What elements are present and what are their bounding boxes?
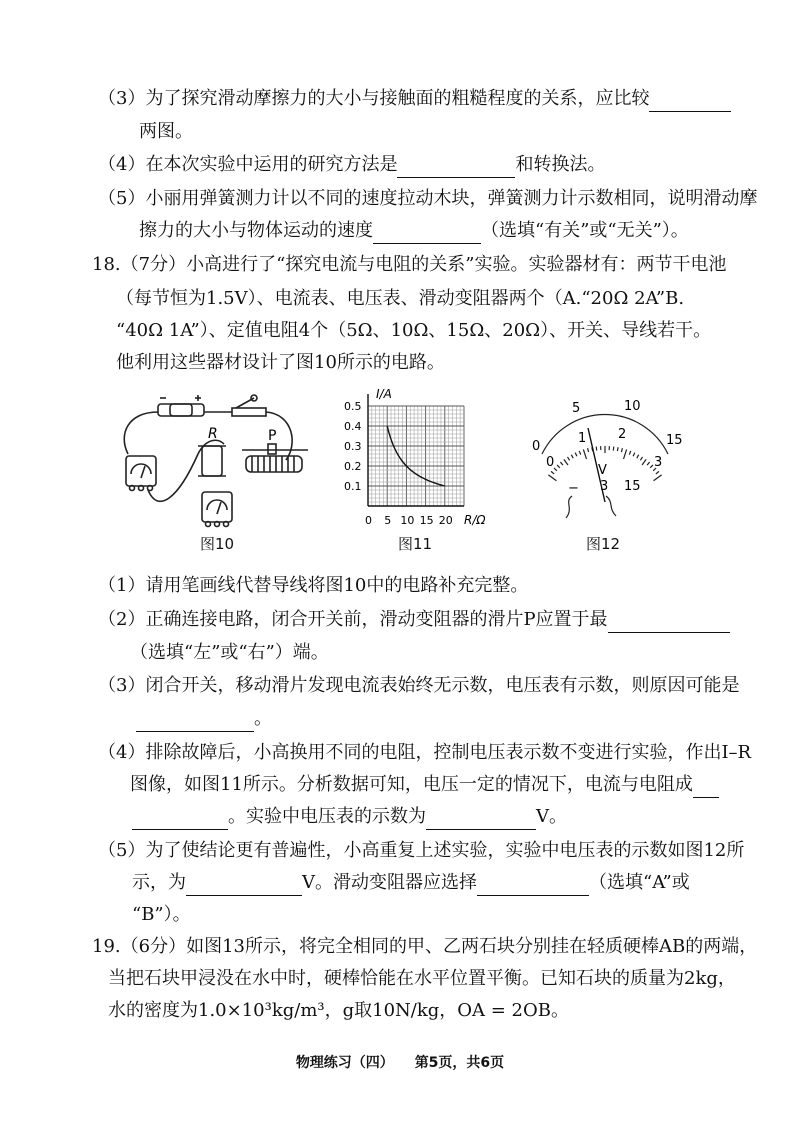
q19-text-2: 当把石块甲浸没在水中时，硬棒恰能在水平位置平衡。已知石块的质量为2kg， — [108, 968, 736, 989]
q17-part3-line1 — [0, 86, 800, 112]
q18-s2-line2 — [0, 640, 800, 666]
dial-tick — [588, 448, 589, 452]
q18-intro-line3 — [0, 318, 800, 344]
battery-cell-1 — [158, 404, 192, 416]
q18-s4-blank-2[interactable] — [426, 809, 536, 830]
q18-s5-text-5: “B”）。 — [132, 904, 191, 925]
dial-tick — [650, 465, 653, 468]
battery-cell-2 — [170, 404, 204, 416]
x-tick-label: 5 — [384, 514, 392, 527]
figure-11-chart — [338, 386, 500, 532]
dial-inner-0: 0 — [546, 455, 555, 470]
dial-tick — [554, 468, 557, 471]
dial-tick — [629, 451, 630, 455]
y-tick-label: 0.4 — [344, 420, 362, 433]
dial-tick — [575, 453, 577, 457]
q17-part4-text: （4）在本次实验中运用的研究方法是 — [98, 154, 398, 175]
q18-s4-line3 — [0, 804, 800, 830]
chart-ylabel: I/A — [376, 387, 392, 401]
q18-s2-text-2: （选填“左”或“右”）端。 — [130, 642, 329, 663]
q17-part5-line1 — [0, 186, 800, 212]
q18-s5-blank-1[interactable] — [186, 875, 302, 896]
q18-s4-line2 — [0, 772, 800, 798]
dial-tick — [613, 447, 614, 451]
y-tick-label: 0.1 — [344, 480, 362, 493]
dial-tick — [567, 457, 569, 460]
ammeter-body — [126, 456, 156, 486]
q17-part4-text-2: 和转换法。 — [515, 154, 606, 175]
q18-s3-line2 — [0, 706, 800, 732]
q19-text-3: 水的密度为1.0×10³kg/m³，g取10N/kg，OA = 2OB。 — [108, 1000, 569, 1021]
q18-s5-line3 — [0, 902, 800, 928]
q18-s2-text: （2）正确连接电路，闭合开关前，滑动变阻器的滑片P应置于最 — [98, 609, 608, 630]
terminal-15: 15 — [624, 479, 641, 494]
dial-tick — [579, 451, 580, 455]
dial-tick — [548, 475, 556, 481]
dial-outer-10: 10 — [624, 399, 641, 414]
y-tick-label: 0.2 — [344, 460, 362, 473]
footer-subject: 物理练习（四） — [295, 1055, 394, 1071]
q17-part4-blank[interactable] — [397, 157, 515, 178]
q17-part3-text: （3）为了探究滑动摩擦力的大小与接触面的粗糙程度的关系，应比较 — [98, 88, 650, 109]
q18-s1-line — [0, 573, 800, 599]
slider-label: P — [268, 428, 277, 444]
q18-s5-line1 — [0, 838, 800, 864]
chart-xlabel: R/Ω — [464, 513, 486, 527]
dial-tick — [560, 462, 563, 465]
q17-part5-line2 — [0, 218, 800, 244]
q18-s5-blank-2[interactable] — [477, 875, 589, 896]
q18-s5-text-4: （选填“A”或 — [589, 872, 690, 893]
q18-s1-text: （1）请用笔画线代替导线将图10中的电路补充完整。 — [98, 575, 529, 596]
figure-11-caption: 图11 — [398, 535, 433, 553]
terminal-3: 3 — [600, 479, 609, 494]
i-r-curve — [387, 426, 445, 486]
y-tick-label: 0.5 — [344, 400, 362, 413]
dial-tick — [596, 447, 597, 451]
q18-s3-text: （3）闭合开关，移动滑片发现电流表始终无示数，电压表有示数，则原因可能是 — [98, 675, 740, 696]
dial-tick — [637, 455, 639, 459]
q18-intro-text-1: 18.（7分）小高进行了“探究电流与电阻的关系”实验。实验器材有：两节干电池 — [92, 254, 727, 275]
q18-s2-line1 — [0, 607, 800, 633]
figure-12-voltmeter — [520, 392, 690, 532]
dial-outer-5: 5 — [572, 401, 581, 416]
dial-tick — [583, 449, 586, 459]
dial-inner-3: 3 — [654, 455, 663, 470]
figure-10-caption: 图10 — [200, 535, 235, 553]
dial-inner-2: 2 — [618, 427, 627, 442]
figure-10-circuit — [118, 394, 318, 534]
q17-part5-blank[interactable] — [373, 223, 481, 244]
q18-s2-blank[interactable] — [608, 612, 730, 633]
wire-negative — [566, 496, 572, 518]
dial-tick — [571, 455, 573, 459]
dial-outer-0: 0 — [532, 439, 541, 454]
dial-unit: V — [598, 463, 607, 478]
q19-line2 — [0, 966, 800, 992]
q19-line3 — [0, 998, 800, 1024]
dial-tick — [633, 453, 635, 457]
q19-line1 — [0, 934, 800, 960]
q18-intro-text-3: “40Ω 1A”）、定值电阻4个（5Ω、10Ω、15Ω、20Ω）、开关、导线若干。 — [116, 320, 712, 341]
q17-part5-text-3: （选填“有关”或“无关”）。 — [481, 220, 689, 241]
wire-battery-ammeter — [124, 412, 158, 454]
rheostat-slider — [268, 444, 276, 454]
footer-page-number: 第5页，共6页 — [414, 1055, 505, 1071]
x-tick-label: 10 — [400, 514, 415, 527]
q18-s5-text: （5）为了使结论更有普遍性，小高重复上述实验，实验中电压表的示数如图12所 — [98, 840, 745, 861]
q18-s4-line1 — [0, 740, 800, 766]
dial-tick — [656, 471, 659, 474]
q18-s4-blank-1b[interactable] — [132, 809, 228, 830]
dial-tick — [624, 449, 627, 459]
q18-s4-text-3: 。实验中电压表的示数为 — [228, 806, 426, 827]
dial-outer-15: 15 — [666, 433, 683, 448]
dial-tick — [642, 459, 646, 465]
dial-tick — [557, 465, 560, 468]
q18-intro-text-2: （每节恒为1.5V）、电流表、电压表、滑动变阻器两个（A.“20Ω 2A”B. — [116, 288, 685, 309]
page-footer — [0, 1052, 800, 1072]
dial-inner-1: 1 — [578, 431, 587, 446]
voltmeter-body — [202, 492, 232, 522]
q18-s3-blank[interactable] — [136, 711, 254, 732]
q17-part5-text-2: 擦力的大小与物体运动的速度 — [139, 220, 373, 241]
q17-part3-text-2: 两图。 — [139, 121, 193, 142]
terminal-negative: − — [568, 481, 579, 496]
q18-s3-text-2: 。 — [254, 708, 272, 729]
q17-part4-line — [0, 152, 800, 178]
q18-intro-line2 — [0, 286, 800, 312]
x-tick-label: 0 — [365, 514, 372, 527]
q18-s5-text-2: 示，为 — [132, 872, 186, 893]
q19-text-1: 19.（6分）如图13所示，将完全相同的甲、乙两石块分别挂在轻质硬棒AB的两端， — [92, 936, 758, 957]
dial-tick — [640, 457, 642, 460]
dial-tick — [647, 462, 650, 465]
dial-tick — [621, 448, 622, 452]
chart-grid — [368, 406, 464, 506]
x-tick-label: 20 — [438, 514, 453, 527]
resistor-body — [202, 446, 222, 476]
wire-3v — [606, 496, 616, 516]
x-tick-label: 15 — [419, 514, 434, 527]
q18-intro-line1 — [0, 252, 800, 278]
q18-s5-line2 — [0, 870, 800, 896]
y-tick-label: 0.3 — [344, 440, 362, 453]
resistor-label: R — [208, 426, 218, 442]
q17-part3-blank[interactable] — [649, 91, 731, 112]
q18-s4-text: （4）排除故障后，小高换用不同的电阻，控制电压表示数不变进行实验，作出I–R — [98, 742, 752, 763]
q18-s4-blank-1a[interactable] — [693, 777, 719, 798]
q18-s4-text-4: V。 — [536, 806, 567, 827]
q18-s5-text-3: V。滑动变阻器应选择 — [302, 872, 477, 893]
q17-part3-line2 — [0, 119, 800, 145]
dial-tick — [564, 459, 568, 465]
q17-part5-text: （5）小丽用弹簧测力计以不同的速度拉动木块，弹簧测力计示数相同，说明滑动摩 — [98, 188, 758, 209]
dial-tick — [551, 471, 554, 474]
q18-s4-text-2: 图像，如图11所示。分析数据可知，电压一定的情况下，电流与电阻成 — [130, 774, 693, 795]
q18-s3-line1 — [0, 673, 800, 699]
q18-intro-line4 — [0, 350, 800, 376]
dial-tick — [617, 447, 618, 451]
dial-tick — [654, 475, 662, 481]
switch-base — [232, 408, 266, 416]
q18-intro-text-4: 他利用这些器材设计了图10所示的电路。 — [116, 352, 445, 373]
figure-12-caption: 图12 — [586, 535, 621, 553]
